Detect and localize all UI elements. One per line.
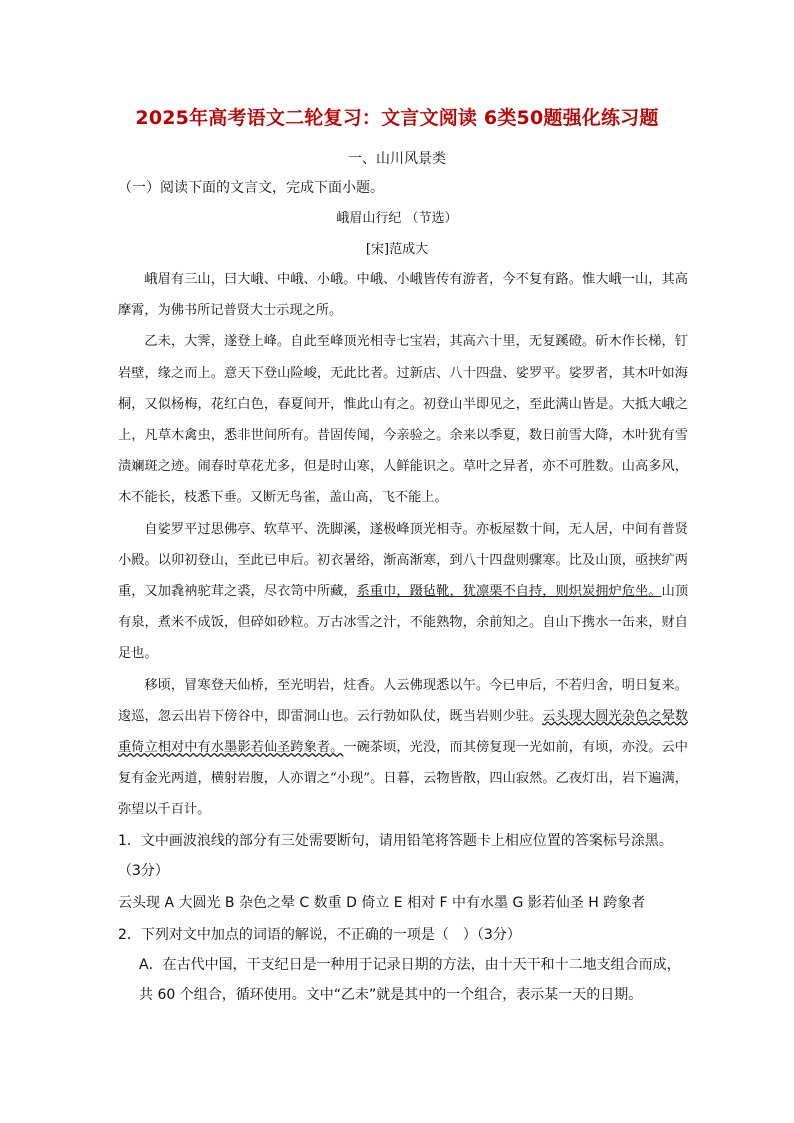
passage-paragraph-3 (118, 514, 688, 670)
wavy-underlined-sentence: 云头现大圆光杂色之晕数重倚立相对中有水墨影若仙圣跨象者。 (118, 708, 689, 756)
paragraph-3-tail: 山顶有泉，煮米不成饭，但碎如砂粒。万古冰雪之汁，不能熟物，余前知之。自山下携水一缶来，财自足也。 (118, 584, 689, 662)
question-1-options: 云头现 A 大圆光 B 杂色之晕 C 数重 D 倚立 E 相对 F 中有水墨 G 影若仙圣 H 跨象者 (118, 895, 646, 911)
underlined-sentence: 系重巾，蹑毡靴，犹凛栗不自持，则炽炭拥炉危坐。 (356, 584, 662, 600)
section-heading: 一、山川风景类 (348, 151, 446, 167)
question-2-stem: 2．下列对文中加点的词语的解说，不正确的一项是（ ）（3分） (118, 927, 521, 943)
passage-paragraph-4 (118, 670, 688, 826)
document-title: 2025年高考语文二轮复习：文言文阅读 6类50题强化练习题 (135, 107, 659, 129)
passage-paragraph-1: 峨眉有三山，曰大峨、中峨、小峨。中峨、小峨皆传有游者，今不复有路。惟大峨一山，其高摩霄，为佛书所记普贤大士示现之所。 (118, 272, 688, 319)
paragraph-3-text: 自娑罗平过思佛亭、软草平、洗脚溪，遂极峰顶光相寺。亦板屋数十间，无人居，中间有普贤小殿。以卯初登山，至此已申后。初衣暑绤，渐高渐寒，到八十四盘则骤寒。比及山顶，亟挟纩两重，又加毳衲驼茸之裘，尽衣笥中所藏， (118, 521, 688, 600)
passage-title: 峨眉山行纪 （节选） (336, 211, 458, 226)
question-1-score: （3分） (118, 863, 169, 879)
paragraph-4-text: 移顷，冒寒登天仙桥，至光明岩，炷香。人云佛现悉以午。今已申后，不若归舍，明日复来。逡巡，忽云出岩下傍谷中，即雷洞山也。云行勃如队仗，既当岩则少驻。 (118, 677, 688, 724)
question-2-option-a: A．在古代中国，干支纪日是一种用于记录日期的方法，由十天干和十二地支组合而成，共 60 个组合，循环使用。文中“乙未”就是其中的一个组合，表示某一天的日期。 (139, 957, 681, 1003)
paragraph-4-tail: 一碗茶顷，光没，而其傍复现一光如前，有顷，亦没。云中复有金光两道，横射岩腹，人亦谓之“小现”。日暮，云物皆散，四山寂然。乙夜灯出，岩下遍满，弥望以千百计。 (118, 740, 688, 818)
passage-paragraph-2: 乙未，大霁，遂登上峰。自此至峰顶光相寺七宝岩，其高六十里，无复蹊磴。斫木作长梯，钉岩壁，缘之而上。意天下登山险峻，无此比者。过新店、八十四盘、娑罗平。娑罗者，其木叶如海桐，又似杨梅，花红白色，春夏间开，惟此山有之。初登山半即见之，至此满山皆是。大抵大峨之上，凡草木禽虫，悉非世间所有。昔固传闻，今亲验之。余来以季夏，数日前雪大降，木叶犹有雪渍斓斑之迹。闹春时草花尤多，但是时山寒，人鲜能识之。草叶之异者，亦不可胜数。山高多风，木不能长，枝悉下垂。又断无鸟雀，盖山高，飞不能上。 (118, 334, 688, 506)
reading-instruction: （一）阅读下面的文言文，完成下面小题。 (118, 180, 384, 196)
passage-author: [宋]范成大 (365, 242, 429, 257)
passage-body (118, 264, 688, 826)
question-1-stem: 1．文中画波浪线的部分有三处需要断句，请用铅笔将答题卡上相应位置的答案标号涂黑。 (118, 833, 673, 849)
